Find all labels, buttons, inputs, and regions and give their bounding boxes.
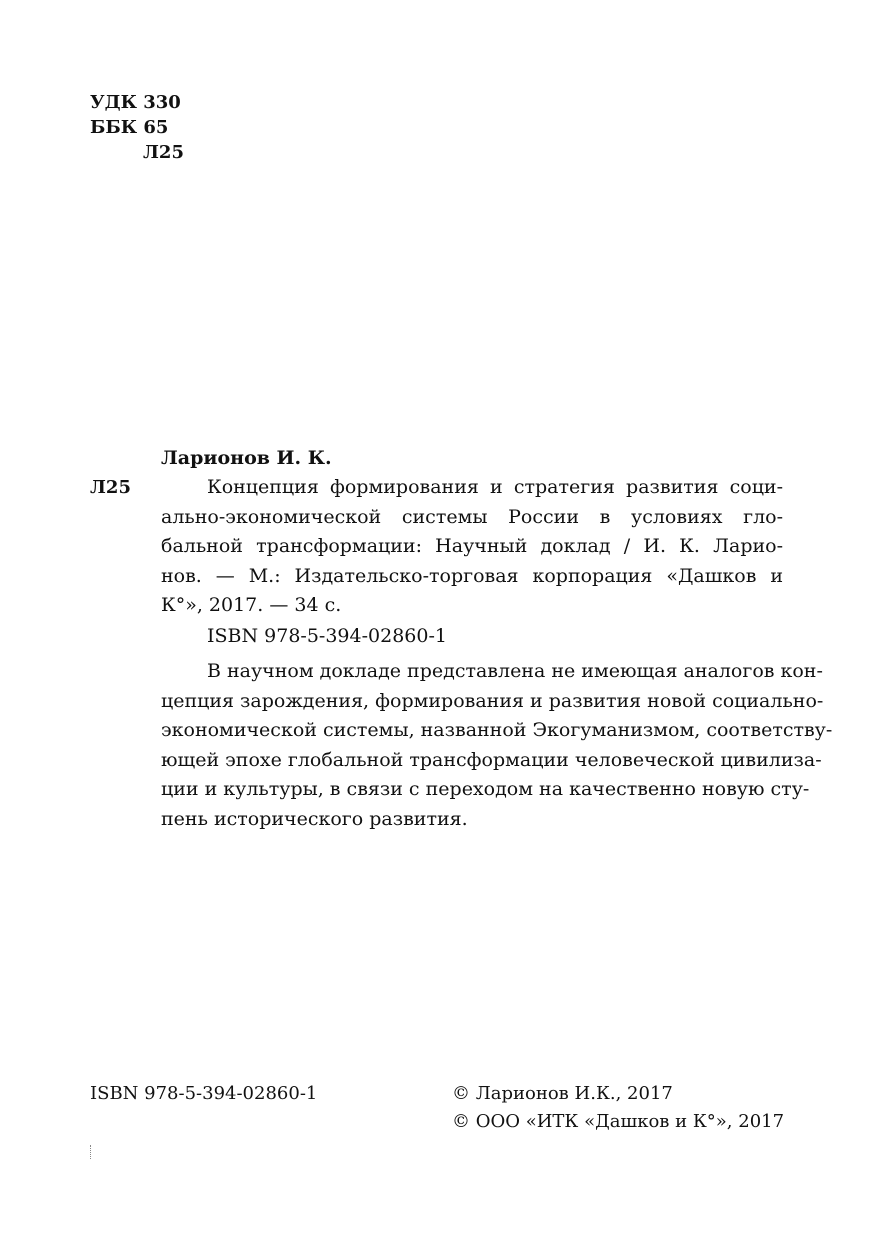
abstract-line: пень исторического развития. xyxy=(161,807,468,830)
footer-isbn: ISBN 978-5-394-02860-1 xyxy=(90,1083,318,1104)
description-line: нов. — М.: Издательско-торговая корпорация «Дашков и xyxy=(161,564,783,587)
copyright-publisher: © ООО «ИТК «Дашков и К°», 2017 xyxy=(452,1111,785,1132)
copyright-author: © Ларионов И.К., 2017 xyxy=(452,1083,673,1104)
abstract-line: ции и культуры, в связи с переходом на качественно новую сту- xyxy=(161,778,810,800)
record-description xyxy=(161,473,783,621)
abstract xyxy=(161,657,833,834)
udk-code: УДК 330 xyxy=(90,92,181,113)
description-line: бальной трансформации: Научный доклад / И. К. Ларио- xyxy=(161,535,783,557)
author-mark: Л25 xyxy=(143,142,184,163)
bbk-code: ББК 65 xyxy=(90,117,169,138)
author-name: Ларионов И. К. xyxy=(161,447,332,469)
abstract-line: ющей эпохе глобальной трансформации человеческой цивилиза- xyxy=(161,748,822,771)
record-isbn: ISBN 978-5-394-02860-1 xyxy=(207,625,447,647)
crop-mark xyxy=(90,1145,92,1159)
record-author-mark: Л25 xyxy=(90,477,131,498)
abstract-line: экономической системы, названной Экогуманизмом, соответству- xyxy=(161,719,833,741)
abstract-line: В научном докладе представлена не имеющая аналогов кон- xyxy=(207,660,823,682)
description-line: К°», 2017. — 34 с. xyxy=(161,594,342,616)
description-line: ально-экономической системы России в условиях гло- xyxy=(161,505,783,528)
abstract-line: цепция зарождения, формирования и развития новой социально- xyxy=(161,689,824,712)
description-line: Концепция формирования и стратегия развития соци- xyxy=(207,476,783,498)
